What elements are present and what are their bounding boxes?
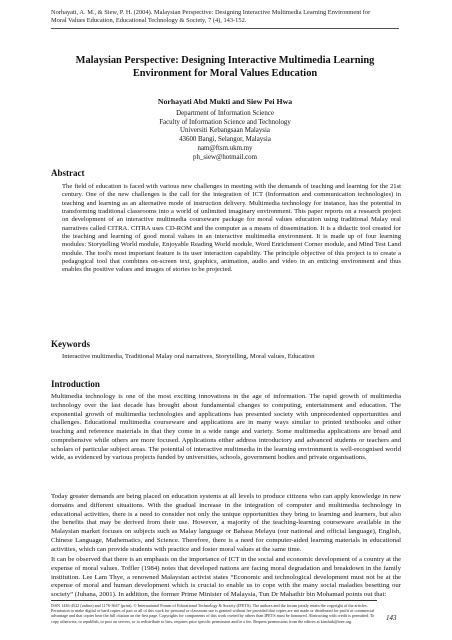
affiliation-university: Universiti Kebangsaan Malaysia — [180, 127, 270, 135]
page-number: 143 — [386, 614, 397, 622]
affiliation — [51, 110, 399, 162]
citation-header — [51, 9, 411, 25]
header-divider — [51, 28, 399, 29]
citation-line-1: Norhayati, A. M., & Siew, P. H. (2004). Malaysian Perspective: Designing Interactive Multimedia Learning Environment for — [51, 9, 371, 16]
authors: Norhayati Abd Mukti and Siew Pei Hwa — [157, 97, 293, 106]
author-email-2: ph_siew@hotmail.com — [193, 153, 257, 161]
title-line-2: Environment for Moral Values Education — [132, 68, 318, 79]
affiliation-faculty: Faculty of Information Science and Technology — [159, 118, 291, 126]
introduction-heading: Introduction — [51, 379, 100, 389]
affiliation-address: 43600 Bangi, Selangor, Malaysia — [179, 136, 271, 144]
citation-line-2: Moral Values Education, Educational Technology & Society, 7 (4), 143-152. — [51, 17, 247, 25]
footer-divider — [51, 600, 377, 601]
abstract-text: The field of education is faced with various new challenges in meeting with the demands of teaching and learning for the 21st century. One of the new challenges is the call for the integration of ICT (Information and communication technologies) in teaching and learning as an alternative mode of instruction delivery. Multimedia technology for instance, has the potential in transforming traditional classrooms into a world of unlimited imaginary environment. This paper reports on a research project on development of an interactive multimedia courseware package for moral values education using traditional Malay oral narratives called CITRA. CITRA uses CD-ROM and the computer as a means of dissemination. It is a didactic tool created for the teaching and learning of good moral values in an interactive multimedia environment. It is made up of four learning modules: Storytelling World module, Enjoyable Reading World module, Word Enrichment Corner module, and Mind Test Land module. The tool's most important feature is its user interaction capability. The principle objective of this project is to create a pedagogical tool that combines on-screen text, graphics, animation, audio and video in an enticing environment and thus enables the positive values and images of stories to be projected. — [62, 183, 401, 274]
affiliation-department: Department of Information Science — [176, 110, 274, 117]
author-email-1: nam@ftsm.ukm.my — [197, 144, 253, 152]
copyright-footer: ISSN 1436-4522 (online) and 1176-3647 (print). © International Forum of Educational Technology & Society (IFETS). The authors and the forum jointly retain the copyright of the articles. Permission to make digital or hard copies of part or all of this work for personal or classroom use is granted without fee provided that copies are not made or distributed for profit or commercial advantage and that copies bear the full citation on the first page. Copyrights for components of this work owned by others than IFETS must be honoured. Abstracting with credit is permitted. To copy otherwise, to republish, to post on servers, or to redistribute to lists, requires prior specific permission and/or a fee. Request permissions from the editors at kinshuk@ieee.org. — [51, 603, 375, 624]
intro-paragraph-2: Today greater demands are being placed on education systems at all levels to produce citizens who can apply knowledge in new domains and different situations. With the gradual increase in the integration of computer and multimedia technology in educational activities, there is a need to consider not only the unique opportunities they bring to learning and learners, but also the benefits that may be derived from their use. However, a majority of the teaching-learning courseware available in the Malaysian market focuses on subjects such as Malay language or Bahasa Melayu (our national and official language), English, Chinese Language, Mathematics, and Science. Therefore, there is a need for computer-aided learning materials in educational activities, which can provide students with practice and foster moral values at the same time. — [51, 493, 401, 553]
title-line-1: Malaysian Perspective: Designing Interactive Multimedia Learning — [75, 55, 375, 66]
intro-paragraph-1: Multimedia technology is one of the most exciting innovations in the age of information. The rapid growth of multimedia technology over the last decade has brought about fundamental changes to computing, entertainment and education. The exponential growth of multimedia technologies and applications has presented society with unprecedented opportunities and challenges. Educational multimedia courseware and applications are in many ways similar to printed textbooks and other teaching and reference materials in that they come in a wide range and variety. Some multimedia applications are broad and comprehensive while others are more focused. Applications either address introductory and advanced students or teachers and scholars of particular subject areas. The potential of interactive multimedia in the learning environment is well-recognised world wide, as evidenced by various projects funded by universities, schools, government bodies and private organisations. — [51, 393, 401, 462]
paper-title — [51, 54, 399, 80]
keywords-heading: Keywords — [51, 339, 90, 349]
abstract-heading: Abstract — [51, 168, 85, 178]
keywords-text: Interactive multimedia, Traditional Malay oral narratives, Storytelling, Moral values, Education — [62, 353, 315, 360]
intro-paragraph-3: It can be observed that there is an emphasis on the importance of ICT in the social and economic development of a country at the expense of moral values. Toffler (1984) notes that developed nations are facing moral degradation and breakdown in the family institution. Lee Lam Thye, a renowned Malaysian activist states “Economic and technological development must not be at the expense of moral and human development which is crucial to enable us to cope with the many social maladies besetting our society” (Juhana, 2001). In addition, the former Prime Minister of Malaysia, Tun Dr Mahathir bin Mohamad points out that: — [51, 556, 401, 598]
